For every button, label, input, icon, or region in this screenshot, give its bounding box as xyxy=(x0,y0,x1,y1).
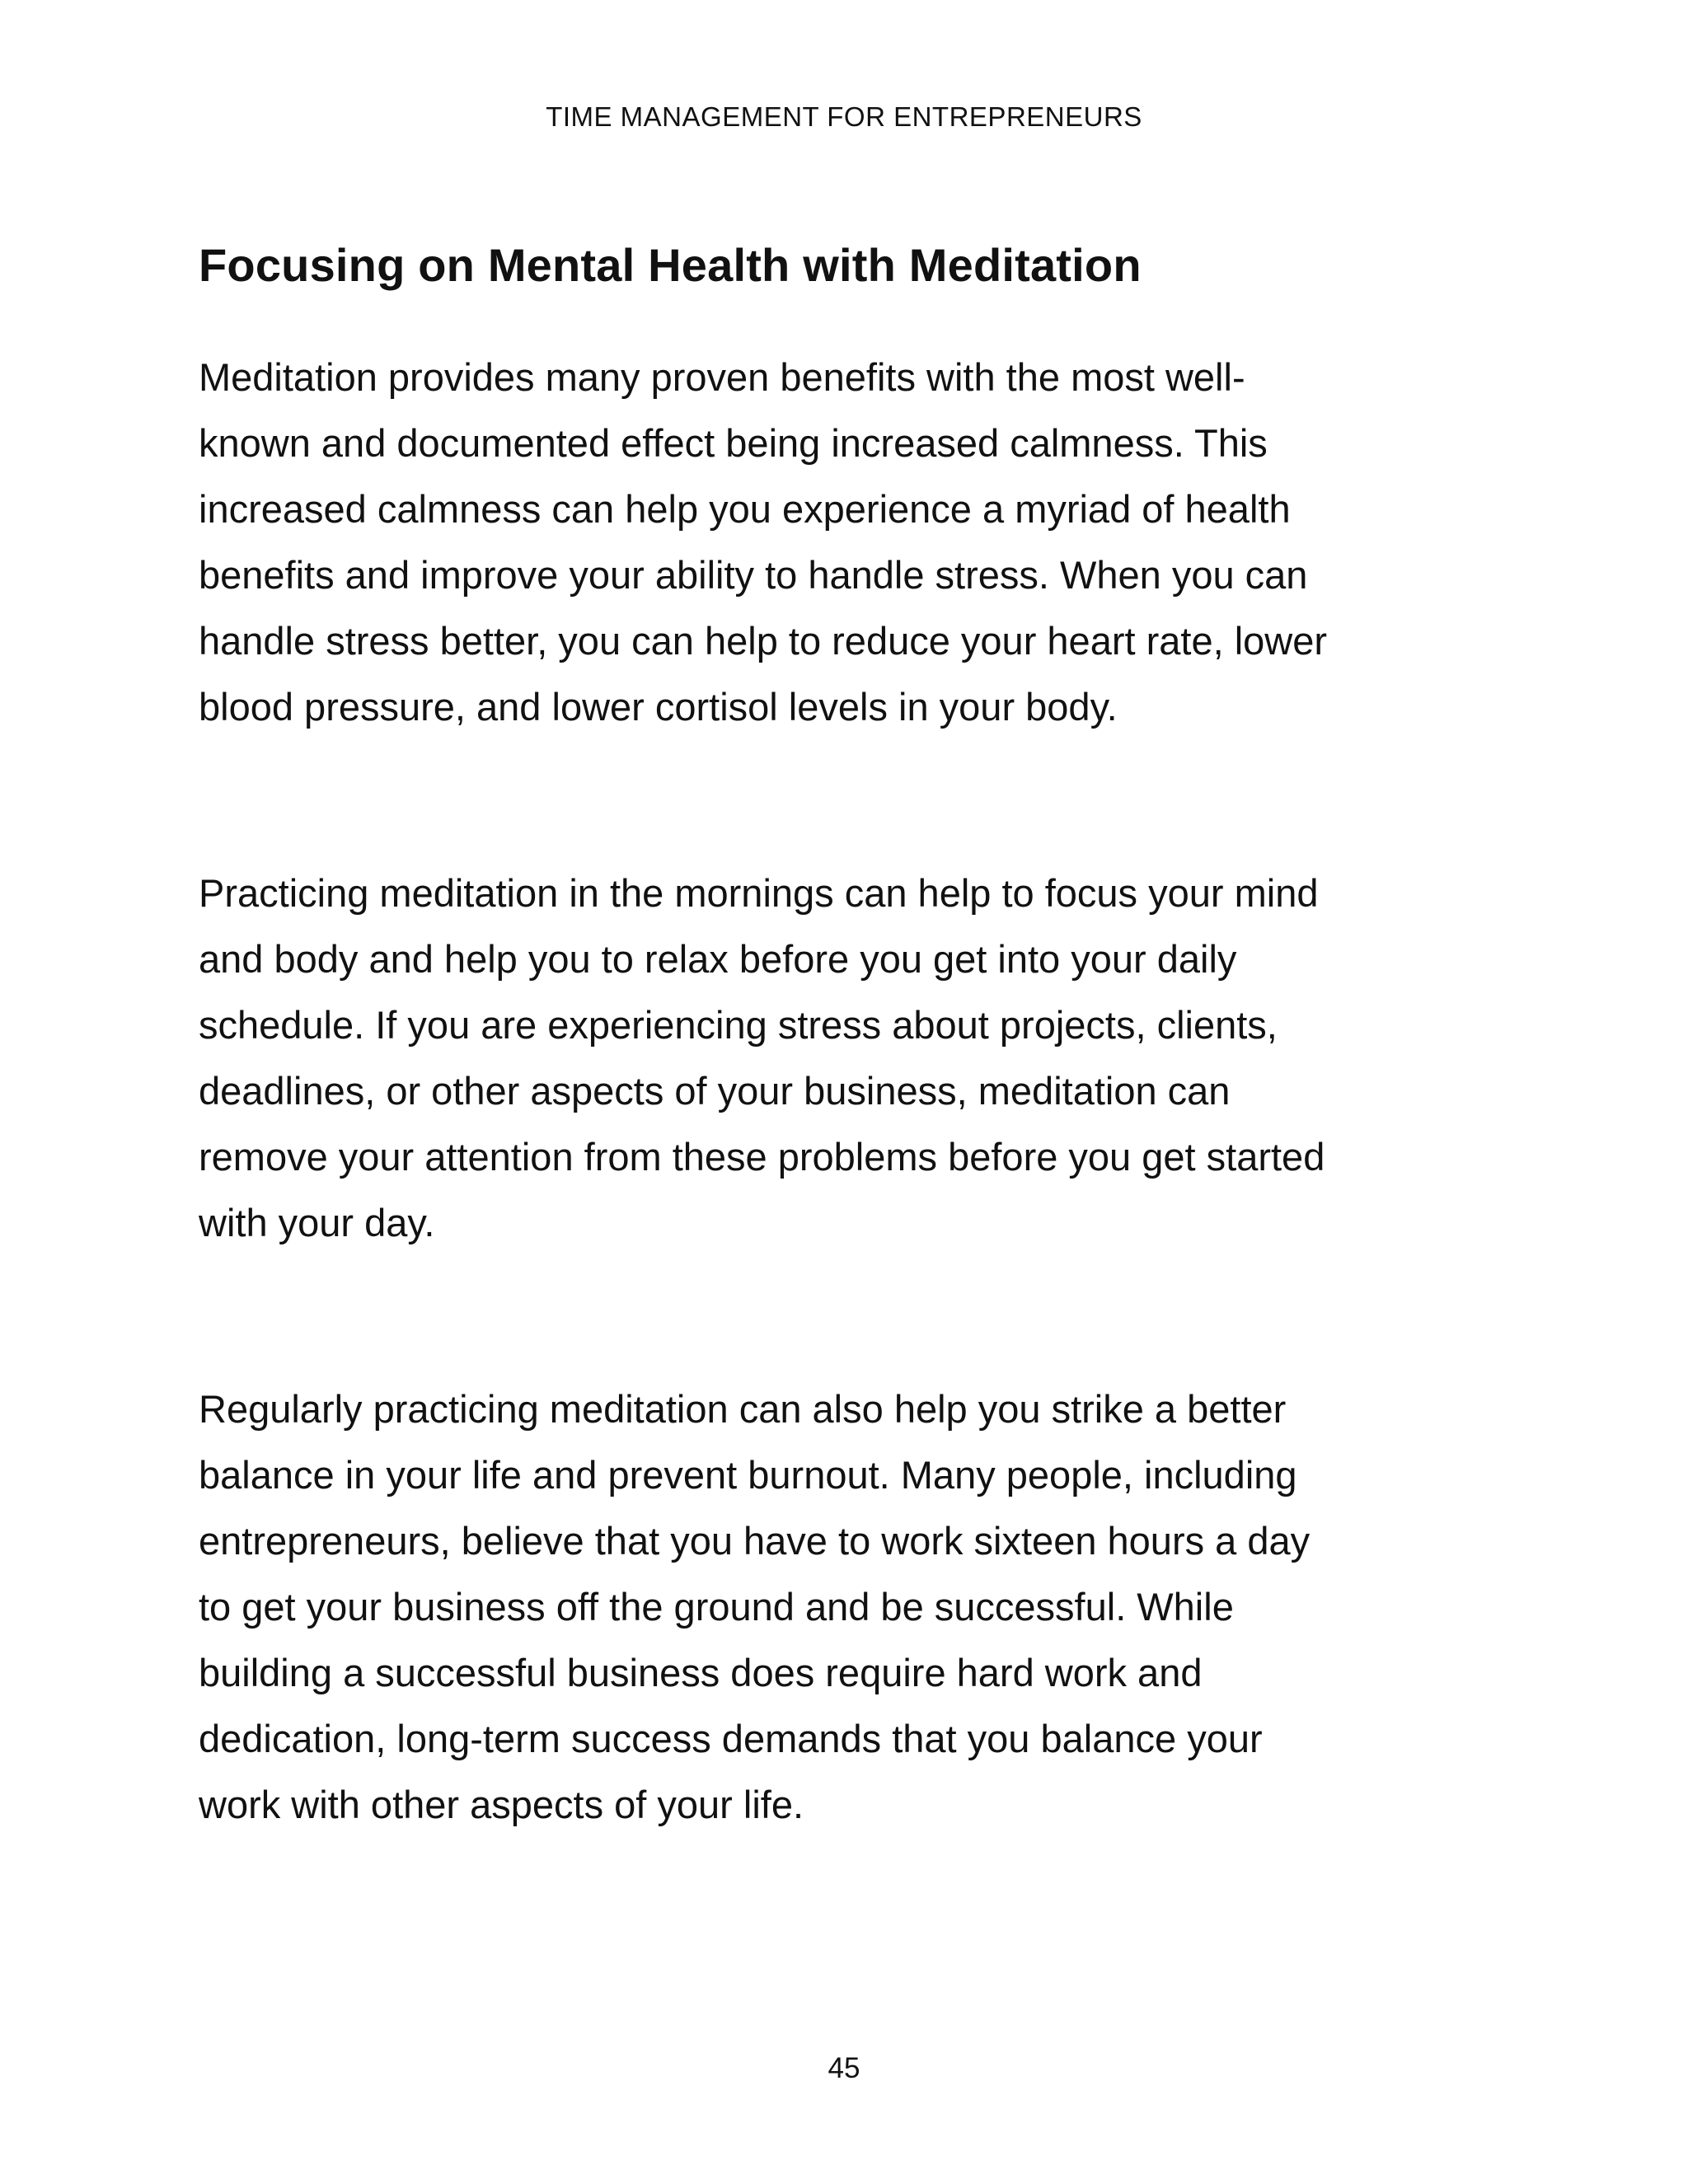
paragraph-morning-practice: Practicing meditation in the mornings can help to focus your mind and body and help you to relax before you get into your daily schedule. If you are experiencing stress about projects, clients, deadlines, or other aspects of your business, meditation can remove your attention from these problems before you get started with your day. xyxy=(199,871,1325,1244)
paragraph-benefits: Meditation provides many proven benefits with the most well- known and documented effect being increased calmness. This increased calmness can help you experience a myriad of health benefits and improve your ability to handle stress. When you can handle stress better, you can help to reduce your heart rate, lower blood pressure, and lower cortisol levels in your body. xyxy=(199,355,1328,729)
paragraph-balance: Regularly practicing meditation can also help you strike a better balance in your life and prevent burnout. Many people, including entrepreneurs, believe that you have to work sixteen hours a day to get your business off the ground and be successful. While building a successful business does require hard work and dedication, long-term success demands that you balance your work with other aspects of your life. xyxy=(199,1387,1311,1826)
running-header: TIME MANAGEMENT FOR ENTREPRENEURS xyxy=(546,101,1142,132)
section-heading: Focusing on Mental Health with Meditation xyxy=(199,239,1142,291)
page-content xyxy=(199,232,1501,1838)
page-number: 45 xyxy=(828,2052,860,2084)
